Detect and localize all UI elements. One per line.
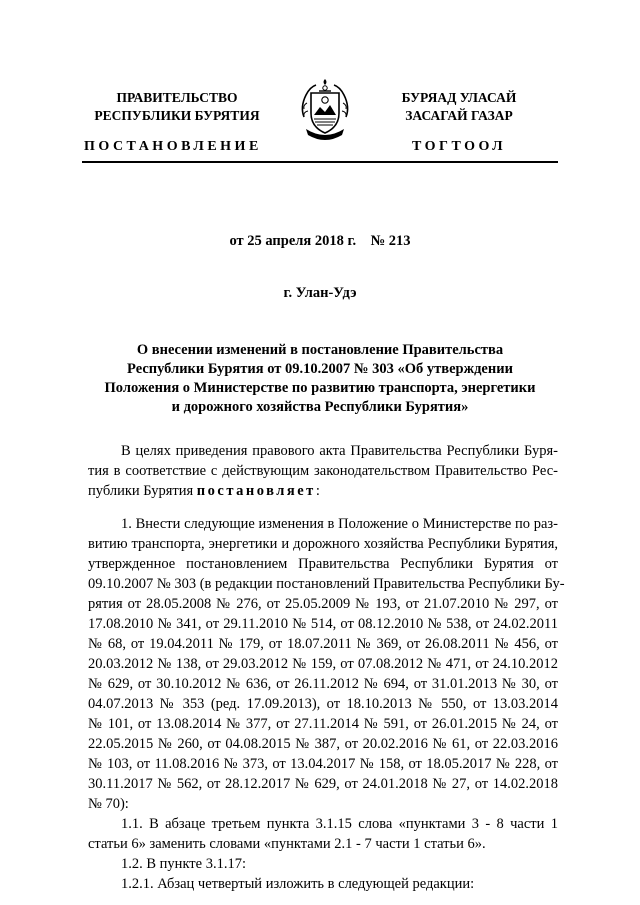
preamble-prefix: публики Бурятия xyxy=(88,483,197,499)
title-line: Республики Бурятия от 09.10.2007 № 303 «Об утверждении xyxy=(127,361,513,377)
body-line: 20.03.2012 № 138, от 29.03.2012 № 159, от 07.08.2012 № 471, от 24.10.2012 xyxy=(88,656,558,672)
government-header-bua xyxy=(372,89,546,125)
body-line: 1.2. В пункте 3.1.17: xyxy=(121,856,246,872)
header-right-line1: БУРЯАД УЛАСАЙ xyxy=(401,90,517,105)
resolves-word: постановляет xyxy=(196,483,316,499)
preamble-line: В целях приведения правового акта Правительства Республики Буря- xyxy=(121,443,558,459)
government-header-ru xyxy=(84,89,270,125)
body-line: № 70): xyxy=(88,796,129,812)
body-line: 1.2.1. Абзац четвертый изложить в следующей редакции: xyxy=(121,876,475,892)
body-line: 1.1. В абзаце третьем пункта 3.1.15 слова «пунктами 3 - 8 части 1 xyxy=(121,816,558,832)
body-line: витию транспорта, энергетики и дорожного хозяйства Республики Бурятия, xyxy=(88,536,558,552)
body-line: № 629, от 30.10.2012 № 636, от 26.11.2012 № 694, от 31.01.2013 № 30, от xyxy=(88,676,558,692)
header-left-line1: ПРАВИТЕЛЬСТВО xyxy=(116,90,238,105)
city: г. Улан-Удэ xyxy=(283,285,357,301)
preamble-colon: : xyxy=(315,483,320,499)
body-line: рятия от 28.05.2008 № 276, от 25.05.2009 № 193, от 21.07.2010 № 297, от xyxy=(88,596,558,612)
body-line: 04.07.2013 № 353 (ред. 17.09.2013), от 18.10.2013 № 550, от 13.03.2014 xyxy=(88,696,558,712)
header-left-line2: РЕСПУБЛИКИ БУРЯТИЯ xyxy=(94,108,260,123)
decree-title xyxy=(82,341,558,417)
body-line: 1. Внести следующие изменения в Положение о Министерстве по раз- xyxy=(121,516,558,532)
header-right-line2: ЗАСАГАЙ ГАЗАР xyxy=(405,108,513,123)
body-line: 09.10.2007 № 303 (в редакции постановлений Правительства Республики Бу- xyxy=(88,576,565,592)
body-line: № 103, от 11.08.2016 № 373, от 13.04.2017 № 158, от 18.05.2017 № 228, от xyxy=(88,756,558,772)
body-line: статьи 6» заменить словами «пунктами 2.1 - 7 части 1 статьи 6». xyxy=(88,836,486,852)
doctype-bua: ТОГТООЛ xyxy=(412,139,507,154)
body-line: утвержденное постановлением Правительства Республики Бурятия от xyxy=(88,556,558,572)
coat-of-arms-emblem xyxy=(298,77,352,143)
body-line: № 101, от 13.08.2014 № 377, от 27.11.2014 № 591, от 26.01.2015 № 24, от xyxy=(88,716,558,732)
body-line: 17.08.2010 № 341, от 29.11.2010 № 514, от 08.12.2010 № 538, от 24.02.2011 xyxy=(88,616,558,632)
body-line: № 68, от 19.04.2011 № 179, от 18.07.2011 № 369, от 26.08.2011 № 456, от xyxy=(88,636,558,652)
header-divider xyxy=(82,161,558,163)
date-and-number: от 25 апреля 2018 г. № 213 xyxy=(229,233,411,249)
preamble-line xyxy=(88,481,558,501)
body-line: 30.11.2017 № 562, от 28.12.2017 № 629, от 24.01.2018 № 27, от 14.02.2018 xyxy=(88,776,558,792)
title-line: и дорожного хозяйства Республики Бурятия» xyxy=(171,399,469,415)
title-line: О внесении изменений в постановление Правительства xyxy=(136,342,504,358)
title-line: Положения о Министерстве по развитию транспорта, энергетики xyxy=(104,380,536,396)
doctype-ru: ПОСТАНОВЛЕНИЕ xyxy=(84,139,262,154)
preamble-line: тия в соответствие с действующим законодательством Правительство Рес- xyxy=(88,463,558,479)
body-line: 22.05.2015 № 260, от 04.08.2015 № 387, от 20.02.2016 № 61, от 22.03.2016 xyxy=(88,736,558,752)
